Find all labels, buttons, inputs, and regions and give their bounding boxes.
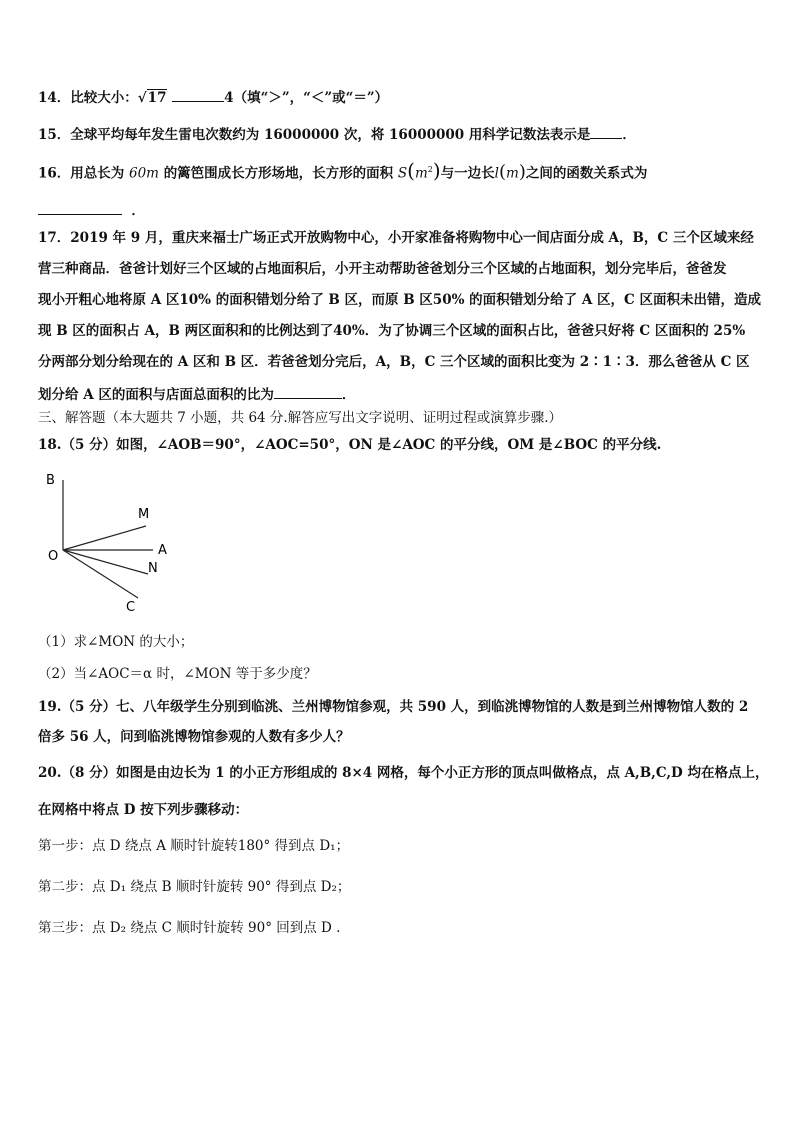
label-o: O	[48, 549, 59, 564]
question-17-line-5: 分两部分划分给现在的 A 区和 B 区．若爸爸划分完后，A，B，C 三个区域的面积比变为 2∶1∶3．那么爸爸从 C 区	[38, 354, 750, 370]
sqrt-expression: √17	[137, 90, 167, 106]
question-14: 14．比较大小：√17 4（填“＞”，“＜”或“＝”）	[38, 87, 760, 108]
angle-figure	[38, 468, 198, 618]
answer-blank	[38, 200, 122, 215]
ray-on	[63, 550, 148, 574]
question-20-line-1: 20.（8 分）如图是由边长为 1 的小正方形组成的 8×4 网格，每个小正方形的顶点叫做格点，点 A,B,C,D 均在格点上，	[38, 765, 769, 781]
answer-blank	[172, 87, 224, 102]
question-17-line-4: 现 B 区的面积占 A，B 两区面积和的比例达到了40%．为了协调三个区域的面积占比，爸爸只好将 C 区面积的 25%	[38, 323, 746, 339]
question-17-line-6: 划分给 A 区的面积与店面总面积的比为 ．	[38, 384, 760, 405]
answer-blank	[274, 384, 342, 399]
question-16-blank-line: ．	[38, 200, 760, 221]
ray-oc	[63, 550, 138, 598]
label-n: N	[148, 561, 158, 576]
question-15: 15．全球平均每年发生雷电次数约为 16000000 次，将 16000000 用科学记数法表示是 ．	[38, 124, 760, 145]
ray-om	[63, 526, 146, 550]
section-heading: 三、解答题（本大题共 7 小题，共 64 分.解答应写出文字说明、证明过程或演算步骤.）	[38, 410, 563, 426]
question-20-step-3: 第三步：点 D₂ 绕点 C 顺时针旋转 90° 回到点 D .	[38, 920, 341, 936]
label-a: A	[158, 543, 167, 558]
question-19-line-2: 倍多 56 人，问到临洮博物馆参观的人数有多少人？	[38, 729, 350, 745]
label-m: M	[138, 507, 150, 522]
question-19-line-1: 19.（5 分）七、八年级学生分别到临洮、兰州博物馆参观，共 590 人，到临洮博物馆的人数是到兰州博物馆人数的 2	[38, 699, 749, 715]
question-20-step-1: 第一步：点 D 绕点 A 顺时针旋转180° 得到点 D₁；	[38, 838, 350, 854]
question-18-part-1: （1）求∠MON 的大小；	[38, 634, 194, 650]
label-c: C	[126, 600, 136, 615]
question-18-part-2: （2）当∠AOC＝α 时，∠MON 等于多少度？	[38, 666, 317, 682]
label-b: B	[46, 473, 55, 488]
question-17-line-2: 营三种商品．爸爸计划好三个区域的占地面积后，小开主动帮助爸爸划分三个区域的占地面积，划分完毕后，爸爸发	[38, 261, 727, 277]
question-20-step-2: 第二步：点 D₁ 绕点 B 顺时针旋转 90° 得到点 D₂；	[38, 879, 351, 895]
question-17-line-3: 现小开粗心地将原 A 区10% 的面积错划分给了 B 区，而原 B 区50% 的面积错划分给了 A 区，C 区面积未出错，造成	[38, 292, 761, 308]
question-16: 16．用总长为 60m 的篱笆围成长方形场地，长方形的面积 $S(m^2)$与一边长l(m)之间的函数关系式为	[38, 158, 648, 183]
question-18-heading: 18.（5 分）如图，∠AOB＝90°，∠AOC=50°，ON 是∠AOC 的平分线，OM 是∠BOC 的平分线.	[38, 437, 662, 453]
answer-blank	[590, 124, 622, 139]
question-20-line-2: 在网格中将点 D 按下列步骤移动：	[38, 802, 249, 818]
question-17-line-1: 17．2019 年 9 月，重庆来福士广场正式开放购物中心，小开家准备将购物中心一间店面分成 A，B，C 三个区域来经	[38, 230, 754, 246]
